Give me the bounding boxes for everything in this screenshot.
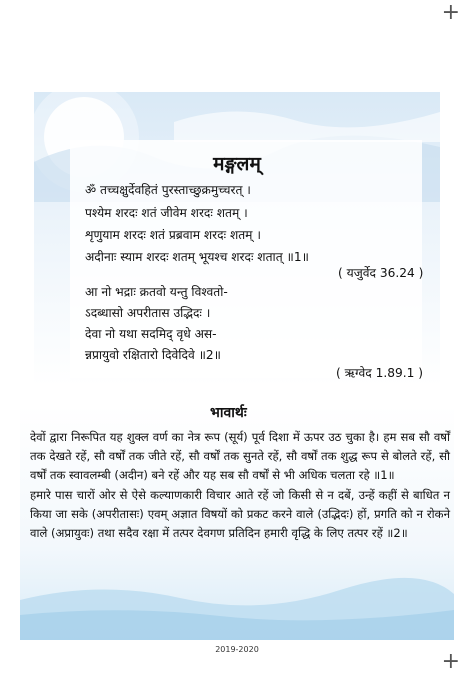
verse1-line: अदीनाः स्याम शरदः शतम्‌ भूयश्च शरदः शतात् ॥1॥: [85, 250, 309, 264]
water-illustration: [20, 560, 454, 640]
verse2-line: देवा नो यथा सदमिद् वृधे अस-: [85, 327, 217, 341]
footer-year: 2019-2020: [215, 645, 259, 654]
reference-rigveda: ( ऋग्वेद 1.89.1 ): [336, 366, 423, 380]
page-title: मङ्गलम्: [213, 153, 261, 175]
crop-mark-bottom-right: +: [441, 649, 460, 674]
meaning-paragraph-2: हमारे पास चारों ओर से ऐसे कल्याणकारी विचार आते रहें जो किसी से न दबें, उन्हें कहीं से बाधित न किया जा सके (अपरीतासः) एवम् अज्ञात विषयों को प्रकट करने वाले (उद्भिदः) हों, प्रगति को न रोकने वाले (अप्रायुवः) तथा सदैव रक्षा में तत्पर देवगण प्रतिदिन हमारी वृद्धि के लिए तत्पर रहें ॥2॥: [30, 487, 450, 541]
crop-mark-top-right: +: [441, 0, 460, 25]
meaning-paragraph: [30, 428, 450, 543]
meaning-paragraph-1: देवों द्वारा निरूपित यह शुक्ल वर्ण का नेत्र रूप (सूर्य) पूर्व दिशा में ऊपर उठ चुका है। हम सब सौ वर्षों तक देखते रहें, सौ वर्षों तक जीते रहें, सौ वर्षों तक सुनते रहें, सौ वर्षों तक शुद्ध रूप से बोलते रहें, सौ वर्षों तक स्वावलम्बी (अदीन) बने रहें और यह सब सौ वर्षों से भी अधिक चलता रहे ॥1॥: [30, 430, 450, 483]
meaning-heading: भावार्थः: [210, 405, 247, 421]
verse2-line: आ नो भद्राः क्रतवो यन्तु विश्वतो-: [85, 285, 228, 299]
verse2-line: न्नप्रायुवो रक्षितारो दिवेदिवे ॥2॥: [85, 348, 221, 362]
verse1-line: ॐ तच्चक्षुर्देवहितं पुरस्ताच्छुक्रमुच्चरत् ।: [85, 183, 251, 197]
verse2-line: ऽदब्धासो अपरीतास उद्भिदः ।: [85, 306, 211, 320]
verse1-line: शृणुयाम शरदः शतं प्रब्रवाम शरदः शतम् ।: [85, 228, 261, 242]
verse1-line: पश्येम शरदः शतं जीवेम शरदः शतम् ।: [85, 206, 248, 220]
reference-yajurveda: ( यजुर्वेद 36.24 ): [338, 266, 424, 280]
